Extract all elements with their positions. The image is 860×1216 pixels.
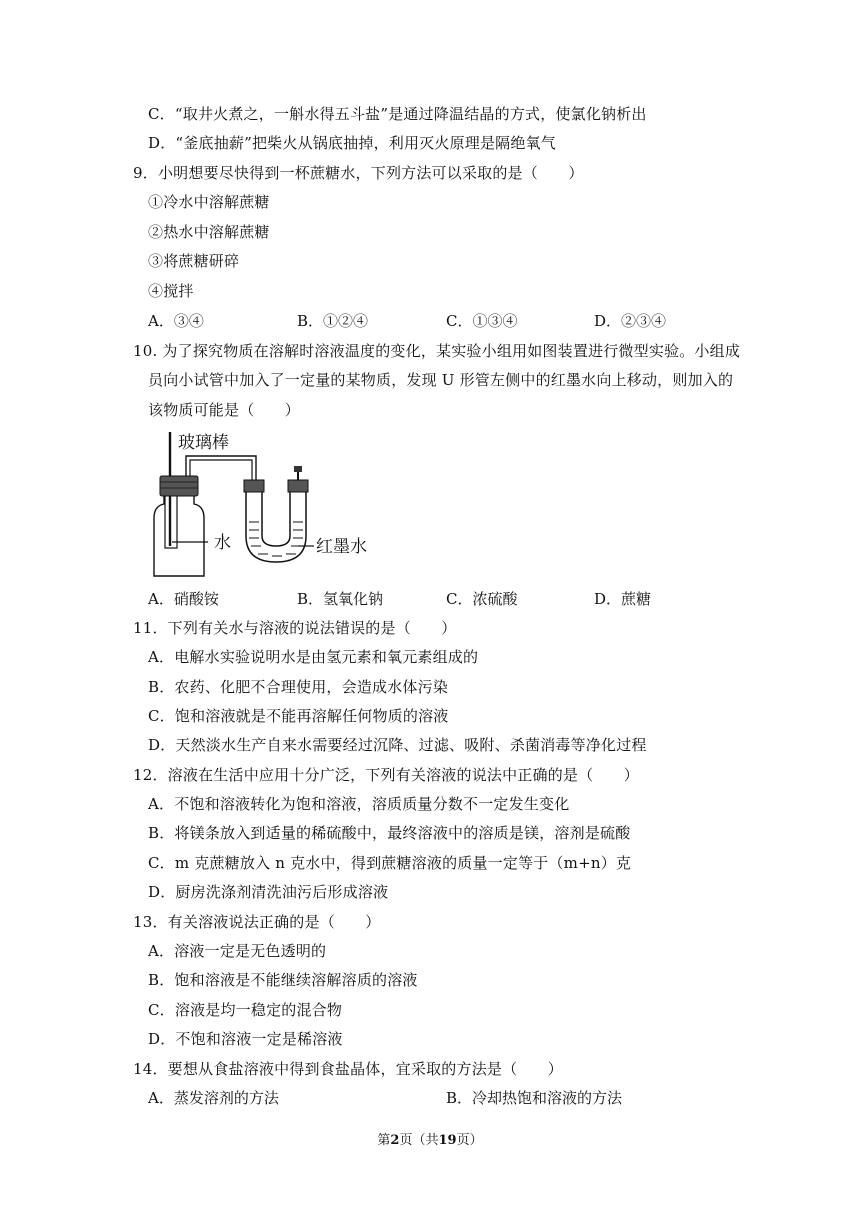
q12-stem: 12．溶液在生活中应用十分广泛，下列有关溶液的说法中正确的是（ ） <box>133 766 639 784</box>
q10-option-b: B．氢氧化钠 <box>297 590 384 608</box>
q10-option-d: D．蔗糖 <box>594 590 652 608</box>
q14-stem: 14．要想从食盐溶液中得到食盐晶体，宜采取的方法是（ ） <box>133 1060 563 1078</box>
red-ink-liquid <box>249 522 303 556</box>
q12-option-c: C．m 克蔗糖放入 n 克水中，得到蔗糖溶液的质量一定等于（m+n）克 <box>148 854 632 872</box>
q13-option-c: C．溶液是均一稳定的混合物 <box>148 1001 343 1019</box>
q10-stem-line1: 10. 为了探究物质在溶解时溶液温度的变化，某实验小组用如图装置进行微型实验。小组成 <box>133 342 741 360</box>
red-ink-label: 红墨水 <box>316 537 367 557</box>
q11-option-c: C．饱和溶液就是不能再溶解任何物质的溶液 <box>148 707 449 725</box>
q9-item-2: ②热水中溶解蔗糖 <box>148 223 270 241</box>
q13-option-a: A．溶液一定是无色透明的 <box>148 942 327 960</box>
footer-total-pages: 19 <box>438 1133 457 1148</box>
q9-option-a: A．③④ <box>148 312 204 330</box>
q14-option-a: A．蒸发溶剂的方法 <box>148 1089 279 1107</box>
q11-option-d: D．天然淡水生产自来水需要经过沉降、过滤、吸附、杀菌消毒等净化过程 <box>148 736 647 754</box>
q8-option-c: C．“取井火煮之，一斛水得五斗盐”是通过降温结晶的方式，使氯化钠析出 <box>148 105 647 123</box>
q13-option-d: D．不饱和溶液一定是稀溶液 <box>148 1030 343 1048</box>
q9-item-4: ④搅拌 <box>148 282 194 300</box>
q13-option-b: B．饱和溶液是不能继续溶解溶质的溶液 <box>148 971 418 989</box>
q10-apparatus-figure <box>148 426 378 582</box>
q12-option-b: B．将镁条放入到适量的稀硫酸中，最终溶液中的溶质是镁，溶剂是硫酸 <box>148 824 631 842</box>
q14-option-b: B．冷却热饱和溶液的方法 <box>446 1089 623 1107</box>
footer-suffix: 页） <box>456 1133 483 1148</box>
q11-option-b: B．农药、化肥不合理使用，会造成水体污染 <box>148 678 449 696</box>
q12-option-d: D．厨房洗涤剂清洗油污后形成溶液 <box>148 883 389 901</box>
footer-prefix: 第 <box>377 1133 391 1148</box>
q9-stem: 9．小明想要尽快得到一杯蔗糖水，下列方法可以采取的是（ ） <box>133 164 584 182</box>
u-tube-left-stopper <box>244 480 264 492</box>
q13-stem: 13．有关溶液说法正确的是（ ） <box>133 913 381 931</box>
q8-option-d: D．“釜底抽薪”把柴火从锅底抽掉，利用灭火原理是隔绝氧气 <box>148 134 556 152</box>
page-footer <box>0 1132 860 1150</box>
bottle-stopper <box>160 476 198 496</box>
q11-option-a: A．电解水实验说明水是由氢元素和氧元素组成的 <box>148 648 479 666</box>
q10-option-a: A．硝酸铵 <box>148 590 219 608</box>
q9-option-d: D．②③④ <box>594 312 667 330</box>
footer-middle: 页（共 <box>399 1133 439 1148</box>
q11-stem: 11．下列有关水与溶液的说法错误的是（ ） <box>133 619 457 637</box>
wide-mouth-bottle <box>154 496 204 576</box>
q10-option-c: C．浓硫酸 <box>446 590 518 608</box>
q9-item-3: ③将蔗糖研碎 <box>148 252 240 270</box>
glass-rod-label: 玻璃棒 <box>178 433 229 453</box>
q9-option-c: C．①③④ <box>446 312 518 330</box>
q10-stem-line2: 员向小试管中加入了一定量的某物质，发现 U 形管左侧中的红墨水向上移动，则加入的 <box>148 371 734 389</box>
u-tube <box>246 492 306 562</box>
footer-page-number: 2 <box>390 1133 400 1148</box>
u-tube-right-stopper <box>288 480 308 492</box>
q10-stem-line3: 该物质可能是（ ） <box>148 401 301 419</box>
q12-option-a: A．不饱和溶液转化为饱和溶液，溶质质量分数不一定发生变化 <box>148 795 570 813</box>
q9-item-1: ①冷水中溶解蔗糖 <box>148 193 270 211</box>
q9-option-b: B．①②④ <box>297 312 369 330</box>
water-label: 水 <box>214 533 231 553</box>
